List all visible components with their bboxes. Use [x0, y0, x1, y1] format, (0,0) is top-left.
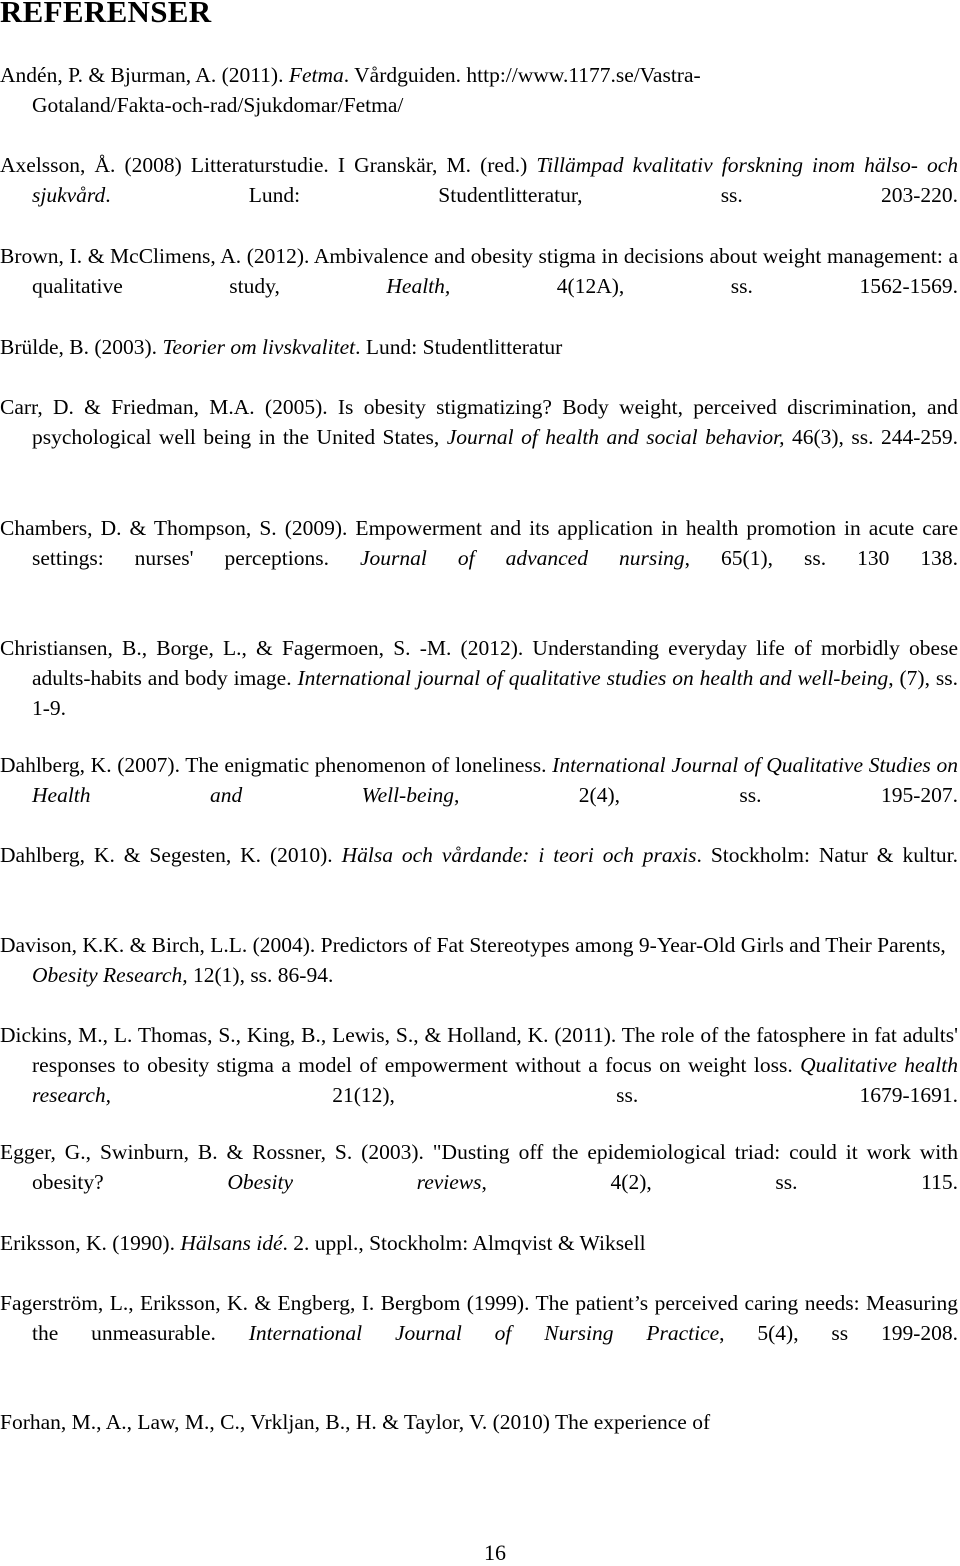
- reference-text: Forhan, M., A., Law, M., C., Vrkljan, B., H. & Taylor, V. (2010) The experience of: [0, 1410, 711, 1434]
- reference-text: Eriksson, K. (1990).: [0, 1231, 181, 1255]
- reference-italic-text: Health,: [386, 274, 451, 298]
- reference-text: , 65(1), ss. 130 138.: [684, 546, 958, 570]
- reference-italic-text: Tillämpad kvalitativ forskning inom hälso- och sjukvård: [32, 153, 958, 207]
- reference-entry: [0, 241, 958, 331]
- reference-text: Egger, G., Swinburn, B. & Rossner, S. (2003). "Dusting off the epidemiological triad: could it work with obesity?: [0, 1140, 958, 1194]
- reference-italic-text: Hälsans idé: [180, 1231, 283, 1255]
- reference-italic-text: Journal of health and social behavior,: [446, 425, 785, 449]
- reference-entry: [0, 332, 958, 362]
- reference-entry: [0, 1407, 958, 1437]
- reference-text: Chambers, D. & Thompson, S. (2009). Empowerment and its application in health promotion in acute care settings: nurses' perceptions.: [0, 516, 958, 570]
- reference-entry: [0, 1137, 958, 1227]
- reference-text: Davison, K.K. & Birch, L.L. (2004). Predictors of Fat Stereotypes among 9-Year-Old Girls and Their Parents,: [0, 933, 946, 957]
- reference-entry: [0, 633, 958, 753]
- reference-italic-text: Qualitative health research,: [32, 1053, 959, 1107]
- page-number: 16: [484, 1540, 506, 1565]
- reference-text: . 2. uppl., Stockholm: Almqvist & Wiksell: [282, 1231, 646, 1255]
- reference-text: Dahlberg, K. (2007). The enigmatic phenomenon of loneliness.: [0, 753, 553, 777]
- reference-text: Brown, I. & McClimens, A. (2012). Ambivalence and obesity stigma in decisions about weight management: a qualitative study,: [0, 244, 958, 298]
- reference-text: Axelsson, Å. (2008) Litteraturstudie. I Granskär, M. (red.): [0, 153, 537, 177]
- reference-text: , 5(4), ss 199-208.: [719, 1321, 958, 1345]
- reference-italic-text: Obesity Research,: [32, 963, 188, 987]
- reference-text: . Lund: Studentlitteratur: [355, 335, 563, 359]
- reference-italic-text: Journal of advanced nursing: [359, 546, 685, 570]
- reference-italic-text: Hälsa och vårdande: i teori och praxis: [341, 843, 697, 867]
- reference-entry: [0, 750, 958, 840]
- reference-text: Fagerström, L., Eriksson, K. & Engberg, I. Bergbom (1999). The patient’s perceived caring needs: Measuring the unmeasurable.: [0, 1291, 958, 1345]
- reference-entry: [0, 840, 958, 900]
- reference-text: , 4(2), ss. 115.: [481, 1170, 958, 1194]
- reference-text: 12(1), ss. 86-94.: [187, 963, 334, 987]
- reference-entry: [0, 1288, 958, 1378]
- reference-text: Brülde, B. (2003).: [0, 335, 163, 359]
- reference-entry: [0, 513, 958, 603]
- reference-italic-text: International journal of qualitative studies on health and well-being: [297, 666, 889, 690]
- reference-text: 46(3), ss. 244-259.: [784, 425, 959, 449]
- reference-text: Christiansen, B., Borge, L., & Fagermoen, S. -M. (2012). Understanding everyday life of morbidly obese adults-habits and body image.: [0, 636, 958, 690]
- reference-entry: [0, 150, 958, 240]
- reference-text: , (7), ss. 1-9.: [32, 666, 958, 720]
- reference-entry: [0, 930, 958, 990]
- reference-text: Dickins, M., L. Thomas, S., King, B., Lewis, S., & Holland, K. (2011). The role of the fatosphere in fat adults' responses to obesity stigma a model of empowerment without a focus on weight loss.: [0, 1023, 958, 1077]
- reference-text: Dahlberg, K. & Segesten, K. (2010).: [0, 843, 342, 867]
- reference-entry: [0, 60, 720, 120]
- reference-italic-text: Teorier om livskvalitet: [162, 335, 356, 359]
- reference-text: . Stockholm: Natur & kultur.: [696, 843, 958, 867]
- reference-italic-text: International Journal of Qualitative Studies on Health and Well-being: [32, 753, 958, 807]
- reference-entry: [0, 392, 958, 482]
- reference-text: Andén, P. & Bjurman, A. (2011).: [0, 63, 289, 87]
- reference-text: 21(12), ss. 1679-1691.: [111, 1083, 958, 1107]
- reference-entry: [0, 1020, 958, 1140]
- reference-italic-text: Obesity reviews: [227, 1170, 482, 1194]
- reference-text: 4(12A), ss. 1562-1569.: [450, 274, 958, 298]
- reference-text: . Vårdguiden. http://www.1177.se/Vastra-Gotaland/Fakta-och-rad/Sjukdomar/Fetma/: [32, 63, 701, 117]
- reference-text: Carr, D. & Friedman, M.A. (2005). Is obesity stigmatizing? Body weight, perceived discrimination, and psychological well being in the United States,: [0, 395, 958, 449]
- reference-text: . Lund: Studentlitteratur, ss. 203-220.: [105, 183, 958, 207]
- reference-text: , 2(4), ss. 195-207.: [453, 783, 958, 807]
- reference-italic-text: Fetma: [288, 63, 344, 87]
- page-title: REFERENSER: [0, 0, 212, 29]
- reference-italic-text: International Journal of Nursing Practice: [248, 1321, 720, 1345]
- reference-entry: [0, 1228, 958, 1258]
